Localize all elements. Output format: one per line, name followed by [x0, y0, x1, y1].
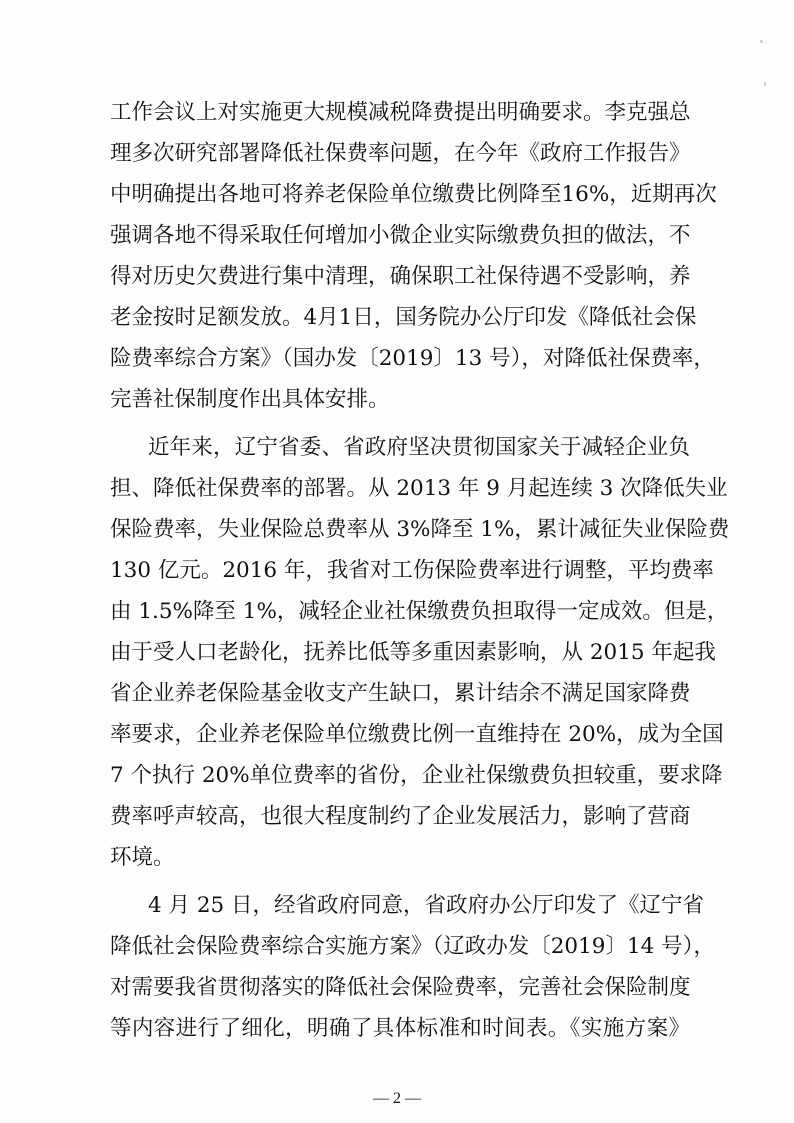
body-text-line: 由 1.5%降至 1%，减轻企业社保缴费负担取得一定成效。但是，	[110, 599, 729, 624]
body-text-line: 担、降低社保费率的部署。从 2013 年 9 月起连续 3 次降低失业	[110, 476, 728, 501]
body-text-line: 等内容进行了细化，明确了具体标准和时间表。《实施方案》	[110, 1016, 690, 1041]
body-text-line: 率要求，企业养老保险单位缴费比例一直维持在 20%，成为全国	[110, 722, 724, 747]
body-text-line: 由于受人口老龄化，抚养比低等多重因素影响，从 2015 年起我	[110, 640, 716, 665]
scan-speck	[760, 40, 763, 43]
body-text-line: 4 月 25 日，经省政府同意，省政府办公厅印发了《辽宁省	[148, 893, 705, 918]
body-text-line: 7 个执行 20%单位费率的省份，企业社保缴费负担较重，要求降	[110, 763, 723, 788]
page-number: — 2 —	[373, 1090, 421, 1107]
scan-speck	[764, 82, 766, 86]
body-text-line: 环境。	[110, 845, 175, 870]
body-text-line: 中明确提出各地可将养老保险单位缴费比例降至16%，近期再次	[110, 182, 717, 207]
body-text-line: 降低社会保险费率综合实施方案》（辽政办发〔2019〕14 号），	[110, 934, 715, 959]
body-text-line: 老金按时足额发放。4月1日，国务院办公厅印发《降低社会保	[110, 305, 697, 330]
body-text-line: 省企业养老保险基金收支产生缺口，累计结余不满足国家降费	[110, 681, 691, 706]
body-text-line: 工作会议上对实施更大规模减税降费提出明确要求。李克强总	[110, 100, 691, 125]
body-text-line: 近年来，辽宁省委、省政府坚决贯彻国家关于减轻企业负	[148, 435, 690, 460]
body-text-line: 理多次研究部署降低社保费率问题，在今年《政府工作报告》	[110, 141, 691, 166]
body-text-line: 得对历史欠费进行集中清理，确保职工社保待遇不受影响，养	[110, 264, 691, 289]
body-text-line: 保险费率，失业保险总费率从 3%降至 1%，累计减征失业保险费	[110, 517, 730, 542]
body-text-line: 强调各地不得采取任何增加小微企业实际缴费负担的做法，不	[110, 223, 691, 248]
body-text-line: 对需要我省贯彻落实的降低社会保险费率，完善社会保险制度	[110, 975, 691, 1000]
body-text-line: 130 亿元。2016 年，我省对工伤保险费率进行调整，平均费率	[110, 558, 714, 583]
body-text-line: 险费率综合方案》（国办发〔2019〕13 号），对降低社保费率，	[110, 346, 715, 371]
body-text-line: 费率呼声较高，也很大程度制约了企业发展活力，影响了营商	[110, 804, 691, 829]
body-text-line: 完善社保制度作出具体安排。	[110, 387, 390, 412]
